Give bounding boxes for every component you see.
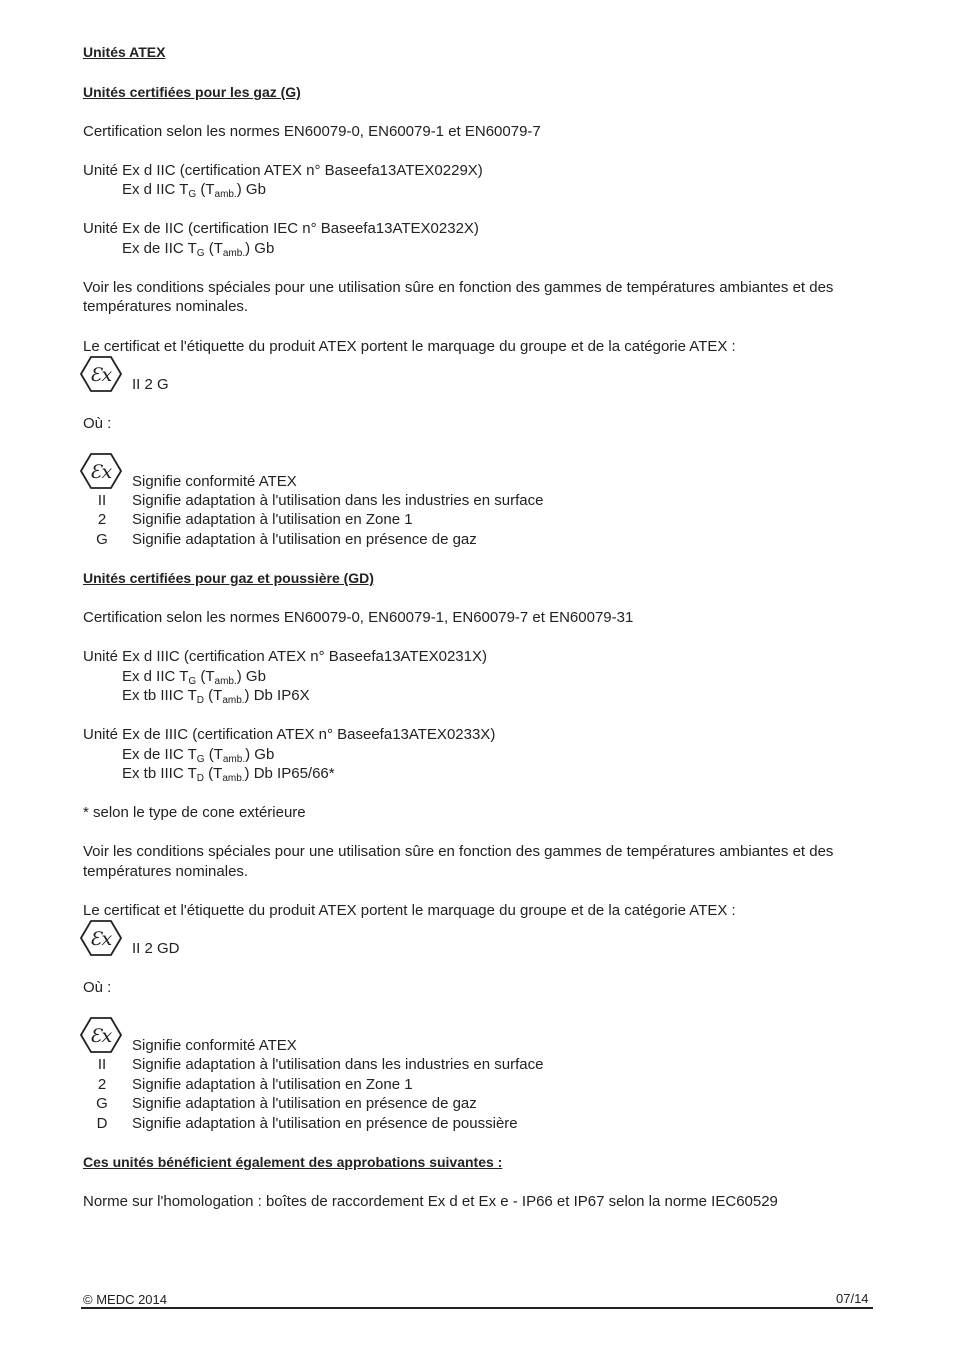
gas-legend-text: Signifie adaptation à l'utilisation en présence de gaz	[132, 531, 477, 548]
gasdust-legend-text: Signifie adaptation à l'utilisation dans les industries en surface	[132, 1056, 544, 1073]
gasdust-unit2-marking-dust: Ex tb IIIC $T_D$ $(T_{amb.})$ Db IP65/66*	[122, 765, 335, 784]
gasdust-marking-code: II 2 GD	[132, 940, 180, 957]
ex-hexagon-icon	[80, 920, 122, 956]
gas-legend-code: 2	[97, 511, 107, 528]
svg-text:Ɛx: Ɛx	[89, 928, 113, 950]
gasdust-legend-code: II	[97, 1056, 107, 1073]
gasdust-legend-code: G	[96, 1095, 108, 1112]
footer-date: 07/14	[836, 1291, 869, 1306]
gas-marking-code: II 2 G	[132, 376, 169, 393]
gasdust-legend-code: 2	[97, 1076, 107, 1093]
gas-unit1-title: Unité Ex d IIC (certification ATEX n° Baseefa13ATEX0229X)	[83, 162, 483, 179]
ex-hexagon-icon	[80, 356, 122, 392]
gas-legend-code: G	[96, 531, 108, 548]
gas-legend-text: Signifie adaptation à l'utilisation en Zone 1	[132, 511, 413, 528]
gas-cert-standards: Certification selon les normes EN60079-0, EN60079-1 et EN60079-7	[83, 123, 541, 140]
gasdust-where-label: Où :	[83, 979, 112, 996]
gasdust-unit1-marking-dust: Ex tb IIIC $T_D$ $(T_{amb.})$ Db IP6X	[122, 687, 310, 706]
approvals-text: Norme sur l'homologation : boîtes de raccordement Ex d et Ex e - IP66 et IP67 selon la norme IEC60529	[83, 1193, 778, 1210]
svg-text:Ɛx: Ɛx	[89, 1025, 113, 1047]
gas-where-label: Où :	[83, 415, 112, 432]
gas-legend-code: II	[97, 492, 107, 509]
footer-copyright: © MEDC 2014	[83, 1292, 167, 1307]
svg-text:Ɛx: Ɛx	[89, 364, 113, 386]
footer-divider	[81, 1307, 873, 1309]
gasdust-unit1-title: Unité Ex d IIIC (certification ATEX n° Baseefa13ATEX0231X)	[83, 648, 487, 665]
gasdust-legend-text: Signifie adaptation à l'utilisation en présence de poussière	[132, 1115, 518, 1132]
gasdust-legend-text: Signifie conformité ATEX	[132, 1037, 297, 1054]
ex-hexagon-icon	[80, 1017, 122, 1053]
gasdust-unit2-title: Unité Ex de IIIC (certification ATEX n° Baseefa13ATEX0233X)	[83, 726, 496, 743]
gas-legend-text: Signifie adaptation à l'utilisation dans les industries en surface	[132, 492, 544, 509]
gas-unit2-title: Unité Ex de IIC (certification IEC n° Baseefa13ATEX0232X)	[83, 220, 479, 237]
ex-hexagon-icon	[80, 453, 122, 489]
gasdust-marking-intro: Le certificat et l'étiquette du produit ATEX portent le marquage du groupe et de la catégorie ATEX :	[83, 902, 736, 919]
gasdust-legend-text: Signifie adaptation à l'utilisation en Zone 1	[132, 1076, 413, 1093]
gas-unit1-marking: Ex d IIC $T_G$ $(T_{amb.})$ Gb	[122, 181, 266, 200]
gas-unit2-marking: Ex de IIC $T_G$ $(T_{amb.})$ Gb	[122, 240, 275, 259]
gasdust-heading: Unités certifiées pour gaz et poussière (GD)	[83, 570, 374, 586]
gas-heading: Unités certifiées pour les gaz (G)	[83, 84, 301, 100]
gasdust-legend-text: Signifie adaptation à l'utilisation en présence de gaz	[132, 1095, 477, 1112]
gasdust-unit1-marking-gas: Ex d IIC $T_G$ $(T_{amb.})$ Gb	[122, 668, 266, 687]
approvals-heading: Ces unités bénéficient également des approbations suivantes :	[83, 1154, 503, 1170]
gasdust-conditions-line1: Voir les conditions spéciales pour une utilisation sûre en fonction des gammes de températures ambiantes et des	[83, 843, 834, 860]
svg-text:Ɛx: Ɛx	[89, 461, 113, 483]
gasdust-cert-standards: Certification selon les normes EN60079-0, EN60079-1, EN60079-7 et EN60079-31	[83, 609, 634, 626]
gas-legend-text: Signifie conformité ATEX	[132, 473, 297, 490]
gasdust-unit2-marking-gas: Ex de IIC $T_G$ $(T_{amb.})$ Gb	[122, 746, 275, 765]
gas-marking-intro: Le certificat et l'étiquette du produit ATEX portent le marquage du groupe et de la catégorie ATEX :	[83, 338, 736, 355]
gasdust-legend-code: D	[96, 1115, 108, 1132]
section-title-atex: Unités ATEX	[83, 44, 166, 60]
gasdust-footnote: * selon le type de cone extérieure	[83, 804, 306, 821]
gas-conditions-line1: Voir les conditions spéciales pour une utilisation sûre en fonction des gammes de températures ambiantes et des	[83, 279, 834, 296]
gasdust-conditions-line2: températures nominales.	[83, 863, 249, 880]
gas-conditions-line2: températures nominales.	[83, 298, 249, 315]
